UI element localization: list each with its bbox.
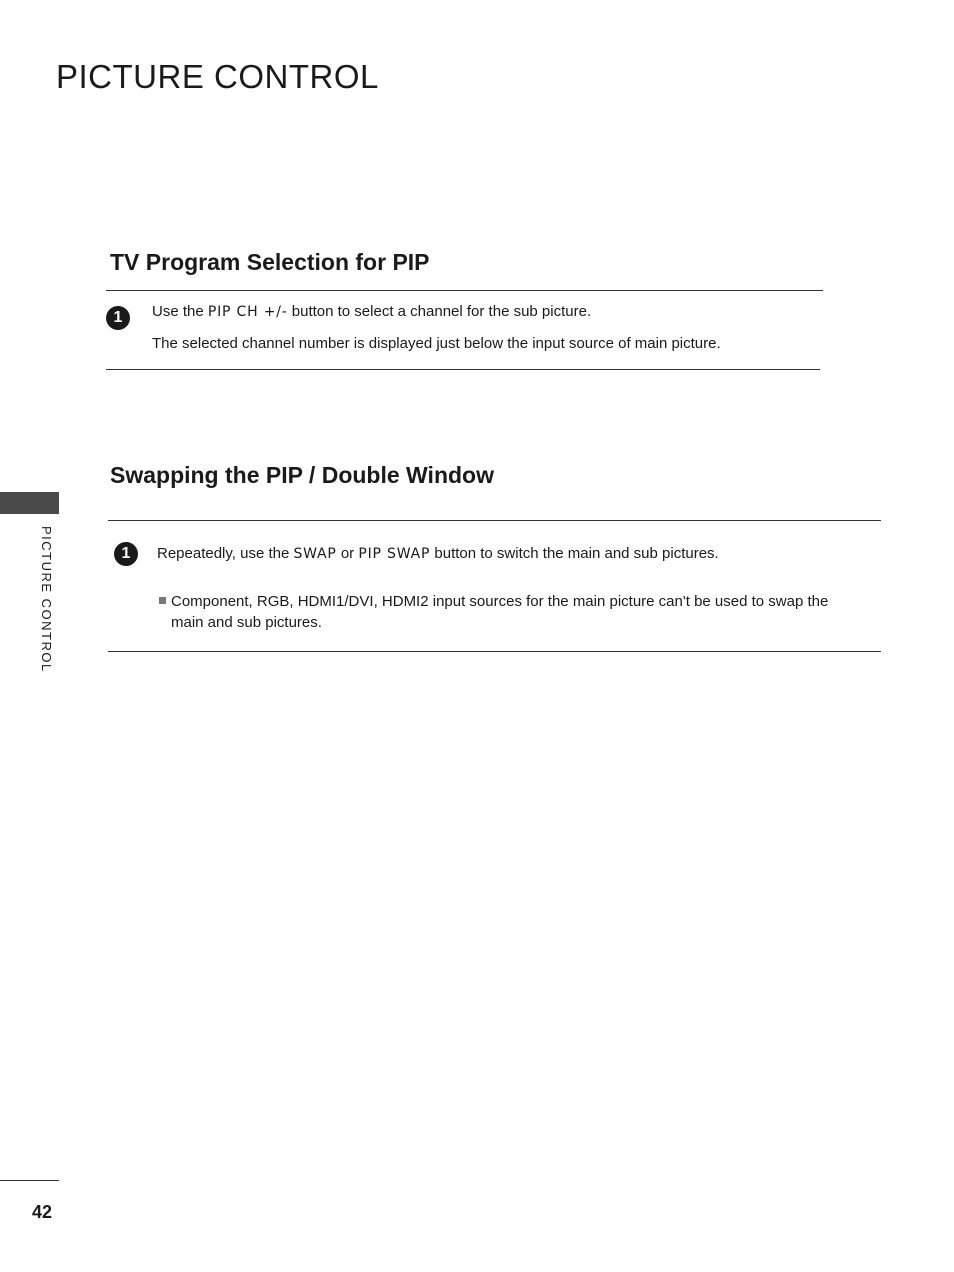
step-instruction <box>157 543 719 565</box>
step-description: The selected channel number is displayed just below the input source of main picture. <box>152 335 721 352</box>
page-title: PICTURE CONTROL <box>56 58 379 95</box>
step-number-badge: 1 <box>106 306 130 330</box>
instruction-text: Repeatedly, use the <box>157 545 294 562</box>
note-text-continued: main and sub pictures. <box>171 614 322 631</box>
key-pip-ch: PIP CH +/- <box>207 304 288 320</box>
footer-rule <box>0 1180 59 1181</box>
step-number-badge: 1 <box>114 542 138 566</box>
instruction-text: Use the <box>152 303 208 320</box>
section-top-rule <box>108 520 881 521</box>
section-top-rule <box>106 290 823 291</box>
side-chapter-label: PICTURE CONTROL <box>39 526 54 673</box>
instruction-text: button to select a channel for the sub picture. <box>287 303 592 320</box>
section-heading-pip-program: TV Program Selection for PIP <box>110 249 430 275</box>
section-heading-swap: Swapping the PIP / Double Window <box>110 462 494 488</box>
square-bullet-icon <box>159 597 166 604</box>
instruction-text: or <box>336 545 359 562</box>
note-text: Component, RGB, HDMI1/DVI, HDMI2 input sources for the main picture can't be used to swap the <box>171 593 829 610</box>
key-pip-swap: PIP SWAP <box>358 546 431 562</box>
step-instruction <box>152 301 591 323</box>
section-bottom-rule <box>108 651 881 652</box>
section-bottom-rule <box>106 369 820 370</box>
key-swap: SWAP <box>293 546 337 562</box>
note-item <box>159 591 828 612</box>
instruction-text: button to switch the main and sub pictures. <box>430 545 719 562</box>
page-number: 42 <box>32 1202 53 1222</box>
side-tab-marker <box>0 492 59 514</box>
